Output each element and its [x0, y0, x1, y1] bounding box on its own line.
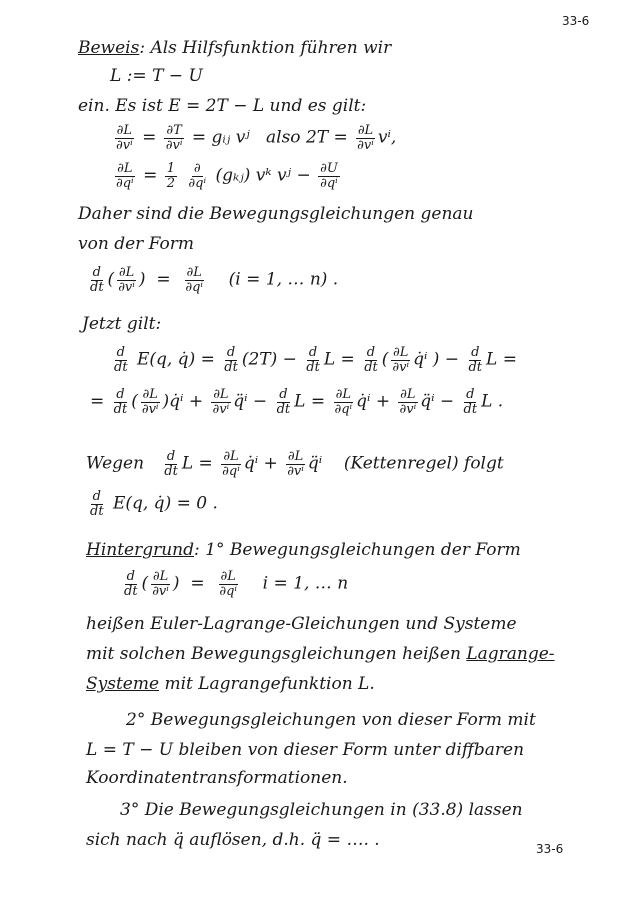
daher-line-1: Daher sind die Bewegungsgleichungen genau: [78, 204, 474, 224]
equation-momentum: $\frac{\partial L}{\text{∂vⁱ}}$ = $\frac{\partial T}{\text{∂vⁱ}}$ = gᵢⱼ vʲ also 2T = $\frac{\partial L}{\text{∂vⁱ}}$ vⁱ,: [116, 123, 397, 153]
frac-dL-dq-3: $\frac{\partial L}{\text{∂qⁱ}}$: [222, 449, 240, 479]
background-p1-line3-text: mit Lagrangefunktion L.: [164, 674, 375, 694]
frac-d-dt-8: $\frac{d}{dt}$: [463, 387, 478, 417]
proof-intro-text: : Als Hilfsfunktion führen wir: [139, 38, 392, 58]
page-number-top: 33-6: [562, 14, 590, 28]
wegen-d: q̈ⁱ: [307, 453, 323, 474]
background-el-equation: $\frac{d}{dt}$ ( $\frac{\partial L}{\text{∂vⁱ}}$ ) = $\frac{\partial L}{\text{∂qⁱ}}$ i = 1, … n: [124, 569, 349, 599]
frac-dL-dq-4: $\frac{\partial L}{\text{∂qⁱ}}$: [219, 569, 238, 599]
energy-line: ein. Es ist E = 2T − L und es gilt:: [78, 96, 367, 116]
frac-dL-dv-2: $\frac{\partial L}{\text{∂vⁱ}}$: [357, 123, 374, 153]
wegen-f: E(q, q̇) = 0 .: [112, 493, 218, 514]
en2-e: q̇ⁱ +: [356, 391, 391, 412]
eq1-tail: vⁱ,: [377, 127, 397, 148]
wegen-e: (Kettenregel) folgt: [343, 453, 504, 474]
background-p3-line1: 3° Die Bewegungsgleichungen in (33.8) lassen: [120, 800, 523, 820]
eq1-rest: = gᵢⱼ vʲ: [191, 127, 250, 148]
frac-d-dt-6: $\frac{d}{dt}$: [113, 387, 128, 417]
euler-lagrange-equation: $\frac{d}{dt}$ ( $\frac{\partial L}{\text{∂vⁱ}}$ ) = $\frac{\partial L}{\text{∂qⁱ}}$ (i = 1, … n) .: [90, 265, 339, 295]
definition-L: L := T − U: [110, 66, 203, 86]
frac-d-dt: $\frac{d}{dt}$: [90, 265, 104, 295]
background-p1-line1: heißen Euler-Lagrange-Gleichungen und Systeme: [86, 614, 517, 634]
frac-d-dt-3: $\frac{d}{dt}$: [306, 345, 320, 375]
equation-position-derivative: $\frac{\partial L}{\text{∂qⁱ}}$ = $\frac{1}{2}$ $\frac{\partial}{\text{∂qⁱ}}$ (gₖⱼ) vᵏ vʲ − $\frac{\partial U}{\text{∂qⁱ}}$: [116, 161, 338, 191]
background-p1-line3: [86, 674, 375, 694]
energy-conservation: [86, 490, 218, 518]
background-p2-line1: 2° Bewegungsgleichungen von dieser Form mit: [126, 710, 536, 730]
wegen-b: L =: [181, 453, 213, 474]
background-p1-intro: : 1° Bewegungsgleichungen der Form: [194, 540, 521, 560]
energy-derivative-line-2: = $\frac{d}{dt}$ ( $\frac{\partial L}{\text{∂vⁱ}}$ )q̇ⁱ + $\frac{\partial L}{\text{∂vⁱ}}$ q̈ⁱ − $\frac{d}{dt}$ L = $\frac{\partial L}{\text{∂qⁱ}}$ q̇ⁱ + $\frac{\partial L}{\text{∂vⁱ}}$ q̈ⁱ − $\frac{d}{dt}$ L .: [90, 387, 504, 417]
en1-d: q̇ⁱ ) −: [413, 349, 460, 370]
background-p2-line3: Koordinatentransformationen.: [86, 768, 348, 788]
proof-heading: Beweis: [78, 38, 140, 58]
frac-dL-dv-6: $\frac{\partial L}{\text{∂vⁱ}}$: [399, 387, 417, 417]
frac-half: $\frac{1}{2}$: [166, 161, 176, 191]
page-number-bottom: 33-6: [536, 842, 564, 856]
frac-dL-dq-el: $\frac{\partial L}{\text{∂qⁱ}}$: [185, 265, 204, 295]
frac-d-dt-5: $\frac{d}{dt}$: [468, 345, 483, 375]
frac-dL-dq-2: $\frac{\partial L}{\text{∂qⁱ}}$: [334, 387, 353, 417]
en1-a: E(q, q̇) =: [136, 349, 215, 370]
frac-dT-dv: $\frac{\partial T}{\text{∂vⁱ}}$: [165, 123, 183, 153]
frac-d-dt-2: $\frac{d}{dt}$: [224, 345, 238, 375]
en2-g: L .: [481, 391, 504, 412]
en1-b: (2T) −: [241, 349, 297, 370]
background-p1-line2: [86, 644, 555, 664]
background-range: i = 1, … n: [262, 573, 349, 594]
frac-dL-dv-4: $\frac{\partial L}{\text{∂vⁱ}}$: [141, 387, 159, 417]
wegen-a: Wegen: [86, 453, 145, 474]
background-p1-line3-underlined: Systeme: [86, 674, 160, 694]
frac-d-dt-9: $\frac{d}{dt}$: [164, 449, 178, 479]
frac-dL-dv: $\frac{\partial L}{\text{∂vⁱ}}$: [116, 123, 133, 153]
background-p1-line2-text: mit solchen Bewegungsgleichungen heißen: [86, 644, 461, 664]
background-p3-line2: sich nach q̈ auflösen, d.h. q̈ = …. .: [86, 830, 380, 850]
frac-d-dt-11: $\frac{d}{dt}$: [124, 569, 138, 599]
frac-d-dt-4: $\frac{d}{dt}$: [364, 345, 378, 375]
en2-c: q̈ⁱ −: [233, 391, 268, 412]
en1-e: L =: [486, 349, 517, 370]
frac-dL-dv-7: $\frac{\partial L}{\text{∂vⁱ}}$: [287, 449, 304, 479]
wegen-c: q̇ⁱ +: [243, 453, 278, 474]
frac-dL-dv-5: $\frac{\partial L}{\text{∂vⁱ}}$: [212, 387, 230, 417]
eq2-middle: (gₖⱼ) vᵏ vʲ −: [215, 165, 311, 186]
jetzt-gilt: Jetzt gilt:: [82, 314, 162, 334]
background-heading: Hintergrund: [86, 540, 195, 560]
frac-d-dt-7: $\frac{d}{dt}$: [276, 387, 291, 417]
frac-d-dt-1: $\frac{d}{dt}$: [114, 345, 128, 375]
energy-derivative-line-1: $\frac{d}{dt}$ E(q, q̇) = $\frac{d}{dt}$ (2T) − $\frac{d}{dt}$ L = $\frac{d}{dt}$ ( $\frac{\partial L}{\text{∂vⁱ}}$ q̇ⁱ ) − $\frac{d}{dt}$ L =: [114, 345, 517, 375]
en2-f: q̈ⁱ −: [420, 391, 455, 412]
en2-a: =: [90, 391, 105, 412]
el-range: (i = 1, … n) .: [228, 269, 339, 290]
background-p1-line2-underlined: Lagrange-: [466, 644, 555, 664]
daher-line-2: von der Form: [78, 234, 195, 254]
en1-c: L =: [323, 349, 355, 370]
frac-dL-dv-8: $\frac{\partial L}{\text{∂vⁱ}}$: [152, 569, 169, 599]
wegen-line: [86, 450, 504, 478]
frac-d-dt-10: $\frac{d}{dt}$: [90, 489, 104, 519]
background-intro-line: [86, 540, 521, 560]
frac-dL-dv-3: $\frac{\partial L}{\text{∂vⁱ}}$: [392, 345, 410, 375]
background-p2-line2: L = T − U bleiben von dieser Form unter diffbaren: [86, 740, 525, 760]
en2-d: L =: [294, 391, 326, 412]
frac-d-dq: $\frac{\partial}{\text{∂qⁱ}}$: [188, 161, 207, 191]
frac-dL-dq: $\frac{\partial L}{\text{∂qⁱ}}$: [116, 161, 134, 191]
en2-b: q̇ⁱ +: [169, 391, 204, 412]
frac-dU-dq: $\frac{\partial U}{\text{∂qⁱ}}$: [320, 161, 338, 191]
frac-dL-dv-el: $\frac{\partial L}{\text{∂vⁱ}}$: [118, 265, 135, 295]
proof-intro-line: [78, 38, 391, 58]
eq1-also: also 2T =: [266, 127, 348, 148]
